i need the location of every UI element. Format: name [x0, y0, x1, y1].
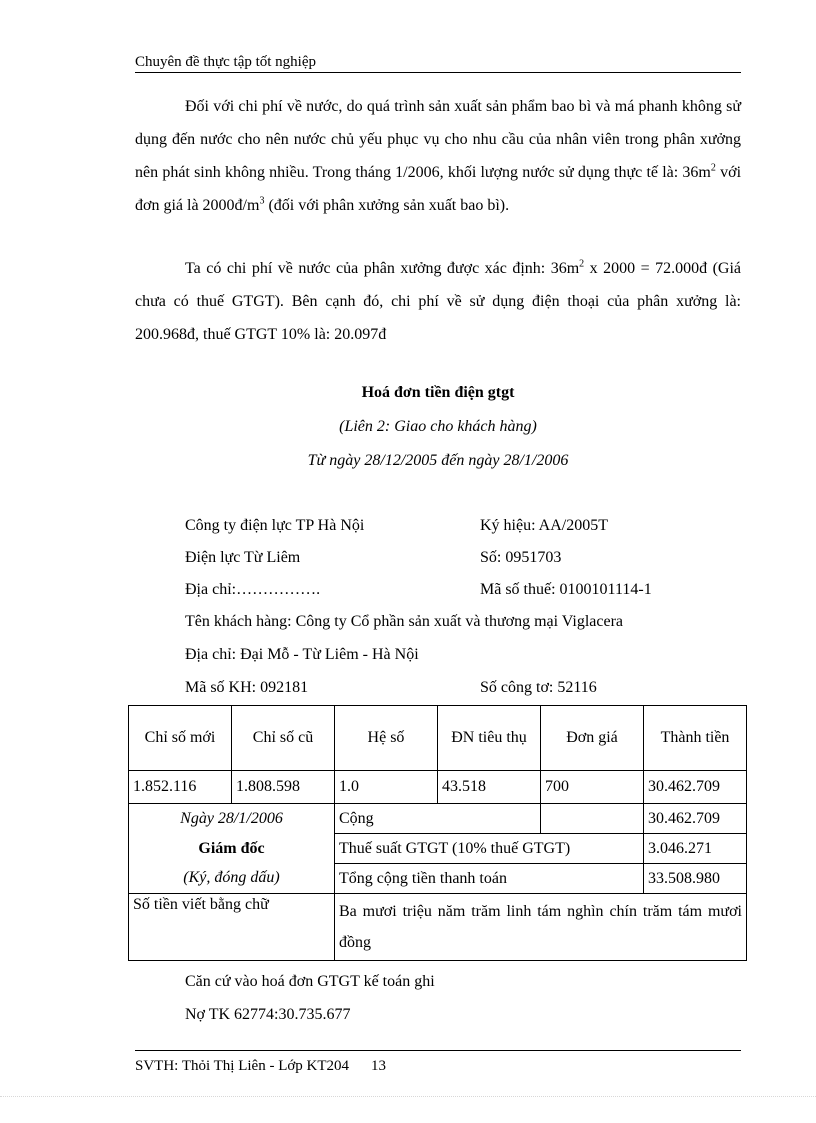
accounting-note: Căn cứ vào hoá đơn GTGT kế toán ghi [185, 973, 435, 990]
value-cell: 1.808.598 [232, 771, 335, 804]
vat-value: 3.046.271 [644, 834, 747, 864]
signature-title: Giám đốc [129, 834, 335, 864]
words-row [129, 894, 747, 961]
footer-divider [135, 1050, 741, 1051]
total-value: 33.508.980 [644, 864, 747, 894]
value-cell: 43.518 [438, 771, 541, 804]
invoice-number: Số: 0951703 [480, 549, 562, 566]
accounting-entry: Nợ TK 62774:30.735.677 [185, 1006, 351, 1023]
words-value: Ba mươi triệu năm trăm linh tám nghìn chín trăm tám mươi đồng [335, 894, 747, 961]
invoice-customer-address: Địa chỉ: Đại Mỗ - Từ Liêm - Hà Nội [185, 646, 419, 663]
page-number: 13 [371, 1058, 387, 1074]
invoice-copy-note: (Liên 2: Giao cho khách hàng) [339, 418, 537, 435]
invoice-tax-code: Mã số thuế: 0100101114-1 [480, 581, 652, 598]
footer-author: SVTH: Thỏi Thị Liên - Lớp KT204 [135, 1058, 350, 1074]
sum-empty-cell [541, 804, 644, 834]
page-footer [135, 1058, 386, 1075]
signature-date: Ngày 28/1/2006 [129, 804, 335, 834]
value-cell: 30.462.709 [644, 771, 747, 804]
invoice-title: Hoá đơn tiền điện gtgt [361, 384, 515, 401]
invoice-customer-code: Mã số KH: 092181 [185, 679, 309, 696]
total-row [129, 864, 747, 894]
table-header-row [129, 706, 747, 771]
paragraph-water-calc: Ta có chi phí về nước của phân xưởng được xác định: $36m^2$ x 2000 = 72.000đ (Giá chưa có thuế GTGT). Bên cạnh đó, chi phí về sử dụng điện thoại của phân xưởng là: 200.968đ, thuế GTGT 10% là: 20.097đ [135, 258, 742, 343]
header-cell: ĐN tiêu thụ [438, 706, 541, 771]
vat-label: Thuế suất GTGT (10% thuế GTGT) [335, 834, 644, 864]
sum-value: 30.462.709 [644, 804, 747, 834]
paragraph-water-cost: Đối với chi phí về nước, do quá trình sản xuất sản phẩm bao bì và má phanh không sử dụng đến nước cho nên nước chủ yếu phục vụ cho nhu cầu của nhân viên trong phân xưởng nên phát sinh không nhiều. Trong tháng 1/2006, khối lượng nước sử dụng thực tế là: $36m^2$ với đơn giá là $2000đ/m^3$ (đối với phân xưởng sản xuất bao bì). [135, 98, 742, 214]
value-cell: 700 [541, 771, 644, 804]
page-header: Chuyên đề thực tập tốt nghiệp [135, 52, 741, 73]
invoice-branch: Điện lực Từ Liêm [185, 549, 301, 566]
invoice-company: Công ty điện lực TP Hà Nội [185, 517, 365, 534]
header-cell: Đơn giá [541, 706, 644, 771]
invoice-period: Từ ngày 28/12/2005 đến ngày 28/1/2006 [307, 452, 569, 469]
total-label: Tổng cộng tiền thanh toán [335, 864, 644, 894]
sum-row [129, 804, 747, 834]
electricity-bill-table [128, 705, 747, 961]
header-cell: Thành tiền [644, 706, 747, 771]
vat-row [129, 834, 747, 864]
invoice-address: Địa chỉ:……………. [185, 581, 321, 598]
words-label: Số tiền viết bằng chữ [129, 894, 335, 961]
invoice-meter: Số công tơ: 52116 [480, 679, 597, 696]
header-cell: Chỉ số mới [129, 706, 232, 771]
sum-label: Cộng [335, 804, 541, 834]
header-cell: Chỉ số cũ [232, 706, 335, 771]
header-cell: Hệ số [335, 706, 438, 771]
page-edge-divider [0, 1096, 816, 1097]
signature-note: (Ký, đóng dấu) [129, 864, 335, 894]
table-row [129, 771, 747, 804]
invoice-symbol: Ký hiệu: AA/2005T [480, 517, 608, 534]
invoice-customer: Tên khách hàng: Công ty Cổ phần sản xuất và thương mại Viglacera [185, 613, 623, 630]
value-cell: 1.0 [335, 771, 438, 804]
value-cell: 1.852.116 [129, 771, 232, 804]
